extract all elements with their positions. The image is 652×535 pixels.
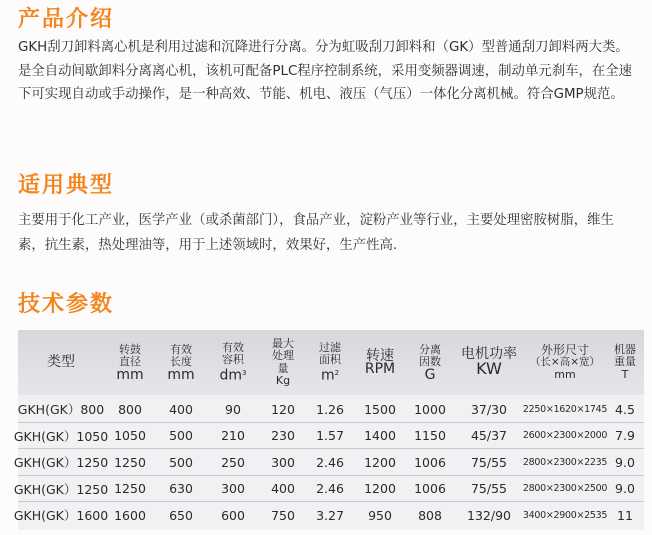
table-cell: 950	[368, 507, 392, 523]
params-title: 技术参数	[18, 292, 115, 317]
table-cell: 250	[221, 454, 245, 470]
table-cell: GKH(GK）1050	[13, 428, 109, 444]
header-weight: 机器 重量 T	[614, 342, 636, 381]
table-cell: 11	[617, 507, 633, 523]
table-cell: 1006	[414, 454, 446, 470]
table-cell: 2250×1620×1745	[522, 403, 608, 415]
table-cell: GKH(GK）1600	[13, 508, 109, 524]
table-cell: 1200	[364, 454, 396, 470]
table-cell: 400	[271, 481, 295, 497]
table-cell: 1000	[414, 401, 446, 417]
table-cell: GKH(GK）800	[17, 402, 105, 418]
table-cell: 500	[169, 428, 193, 444]
intro-title: 产品介绍	[18, 7, 115, 32]
table-cell: 4.5	[615, 401, 635, 417]
header-power: 电机功率 KW	[461, 345, 517, 379]
table-cell: 210	[221, 428, 245, 444]
table-cell: 1006	[414, 481, 446, 497]
usage-title: 适用典型	[18, 173, 115, 198]
header-dimensions: 外形尺寸 （长×高×宽） mm	[529, 342, 601, 381]
table-cell: 7.9	[615, 428, 635, 444]
table-cell: 600	[221, 507, 245, 523]
table-cell: 2800×2300×2500	[522, 483, 608, 495]
table-cell: 1250	[114, 481, 146, 497]
table-cell: 630	[169, 481, 193, 497]
header-max-load: 最大 处理 量 Kg	[272, 336, 294, 387]
table-cell: 9.0	[615, 481, 635, 497]
header-sep-factor: 分离 因数 G	[419, 342, 441, 383]
header-filter-area: 过滤 面积 $m^2$	[319, 340, 341, 384]
table-cell: 1250	[114, 454, 146, 470]
table-cell: 45/37	[470, 428, 508, 444]
header-drum-diameter: 转鼓 直径 mm	[116, 342, 144, 383]
table-cell: 2.46	[316, 454, 344, 470]
spec-table	[13, 330, 644, 530]
table-cell: 750	[271, 507, 295, 523]
table-cell: 400	[169, 401, 193, 417]
table-cell: 2600×2300×2000	[522, 430, 608, 442]
table-cell: 1600	[114, 507, 146, 523]
table-cell: 1150	[414, 428, 446, 444]
table-cell: 300	[221, 481, 245, 497]
usage-paragraph: 主要用于化工产业，医学产业（或杀菌部门），食品产业，淀粉产业等行业，主要处理密胺树脂，维生素，抗生素，热处理油等，用于上述领域时，效果好，生产性高.	[18, 213, 614, 253]
table-cell: 650	[169, 507, 193, 523]
table-cell: 2800×2300×2235	[522, 456, 608, 468]
table-cell: 1400	[364, 428, 396, 444]
header-type: 类型	[47, 354, 75, 371]
table-cell: 1500	[364, 401, 396, 417]
table-cell: 75/55	[470, 454, 508, 470]
table-cell: 1200	[364, 481, 396, 497]
table-cell: 808	[418, 507, 442, 523]
header-volume: 有效 容积 $dm^3$	[219, 340, 247, 384]
table-cell: 1050	[114, 428, 146, 444]
header-drum-length: 有效 长度 mm	[167, 342, 195, 383]
table-cell: 3400×2900×2535	[522, 509, 608, 521]
table-cell: 132/90	[467, 507, 511, 523]
table-cell: 120	[271, 401, 295, 417]
table-cell: GKH(GK）1250	[13, 455, 109, 471]
table-cell: GKH(GK）1250	[13, 481, 109, 497]
spec-table-header	[18, 330, 644, 395]
table-cell: 300	[271, 454, 295, 470]
table-cell: 1.26	[316, 401, 344, 417]
header-speed: 转速 RPM	[364, 348, 396, 377]
table-cell: 75/55	[470, 481, 508, 497]
table-cell: 2.46	[316, 481, 344, 497]
table-cell: 800	[118, 401, 142, 417]
table-cell: 9.0	[615, 454, 635, 470]
table-cell: 3.27	[316, 507, 344, 523]
table-cell: 37/30	[470, 401, 508, 417]
intro-paragraph: GKH刮刀卸料离心机是利用过滤和沉降进行分离。分为虹吸刮刀卸料和（GK）型普通刮刀卸料两大类。是全自动间歇卸料分离离心机，该机可配备PLC程序控制系统，采用变频器调速，制动单元刹车，在全速下可实现自动或手动操作，是一种高效、节能、机电、液压（气压）一体化分离机械。符合GMP规范。	[18, 40, 633, 102]
table-cell: 90	[225, 401, 241, 417]
table-cell: 500	[169, 454, 193, 470]
table-cell: 230	[271, 428, 295, 444]
table-cell: 1.57	[316, 428, 344, 444]
